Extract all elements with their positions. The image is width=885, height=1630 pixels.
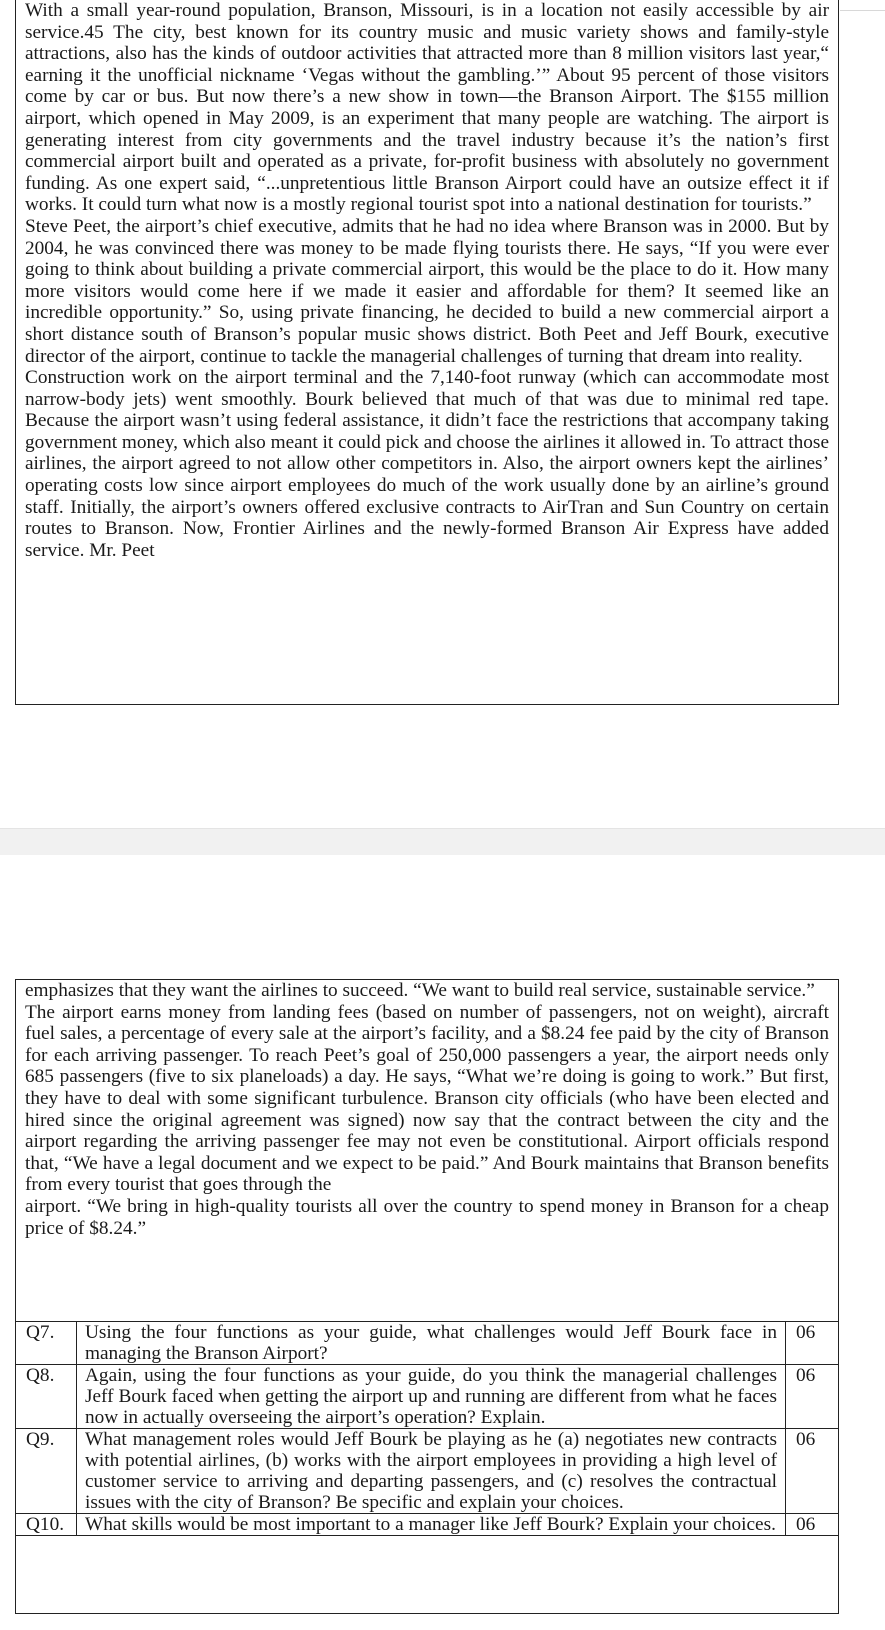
question-text: Using the four functions as your guide, what challenges would Jeff Bourk face in managing the Branson Airport? xyxy=(77,1322,786,1365)
document-page-2 xyxy=(0,855,885,1630)
question-row xyxy=(16,1365,839,1429)
questions-table xyxy=(15,1321,839,1536)
question-text: Again, using the four functions as your guide, do you think the managerial challenges Jeff Bourk faced when getting the airport up and running are different from what he faces now in actually overseeing the airport’s operation? Explain. xyxy=(77,1365,786,1429)
case-study-box-page-1 xyxy=(15,0,839,705)
question-number: Q8. xyxy=(16,1365,77,1429)
case-paragraph: emphasizes that they want the airlines to succeed. “We want to build real service, sustainable service.” xyxy=(25,980,815,1001)
question-text: What management roles would Jeff Bourk be playing as he (a) negotiates new contracts with potential airlines, (b) works with the airport employees in providing a high level of customer service to arriving and departing passengers, and (c) resolves the contractual issues with the city of Branson? Be specific and explain your choices. xyxy=(77,1429,786,1514)
question-text: What skills would be most important to a manager like Jeff Bourk? Explain your choices. xyxy=(77,1514,786,1536)
question-marks: 06 xyxy=(786,1322,839,1365)
question-row xyxy=(16,1322,839,1365)
question-marks: 06 xyxy=(786,1365,839,1429)
case-paragraph: Steve Peet, the airport’s chief executive, admits that he had no idea where Branson was in 2000. But by 2004, he was convinced there was money to be made flying tourists there. He says, “If you were ever going to think about building a private commercial airport, this would be the place to do it. How many more visitors would come here if we made it easier and affordable for them? It seemed like an incredible opportunity.” So, using private financing, he decided to build a new commercial airport a short distance south of Branson’s popular music shows district. Both Peet and Jeff Bourk, executive director of the airport, continue to tackle the managerial challenges of turning that dream into reality. xyxy=(25,215,829,367)
case-paragraph: The airport earns money from landing fees (based on number of passengers, not on weight), aircraft fuel sales, a percentage of every sale at the airport’s facility, and a $8.24 fee paid by the city of Branson for each arriving passenger. To reach Peet’s goal of 250,000 passengers a year, the airport needs only 685 passengers (five to six planeloads) a day. He says, “What we’re doing is going to work.” But first, they have to deal with some significant turbulence. Branson city officials (who have been elected and hired since the original agreement was signed) now say that the contract between the city and the airport regarding the arriving passenger fee may not even be constitutional. Airport officials respond that, “We have a legal document and we expect to be paid.” And Bourk maintains that Branson benefits from every tourist that goes through the xyxy=(25,1001,829,1196)
question-number: Q9. xyxy=(16,1429,77,1514)
question-row xyxy=(16,1429,839,1514)
question-number: Q7. xyxy=(16,1322,77,1365)
case-paragraph: airport. “We bring in high-quality tourists all over the country to spend money in Branson for a cheap price of $8.24.” xyxy=(25,1195,829,1239)
case-study-box-page-2 xyxy=(15,979,839,1614)
page-edge-divider xyxy=(840,10,885,11)
question-row xyxy=(16,1514,839,1536)
page-separator xyxy=(0,828,885,856)
question-number: Q10. xyxy=(16,1514,77,1536)
question-marks: 06 xyxy=(786,1514,839,1536)
case-paragraph: With a small year-round population, Branson, Missouri, is in a location not easily accessible by air service.45 The city, best known for its country music and music variety shows and family-style attractions, also has the kinds of outdoor activities that attracted more than 8 million visitors last year,“ earning it the unofficial nickname ‘Vegas without the gambling.’” About 95 percent of those visitors come by car or bus. But now there’s a new show in town—the Branson Airport. The $155 million airport, which opened in May 2009, is an experiment that many people are watching. The airport is generating interest from city governments and the travel industry because it’s the nation’s first commercial airport built and operated as a private, for-profit business with absolutely no government funding. As one expert said, “...unpretentious little Branson Airport could have an outsize effect it if works. It could turn what now is a mostly regional tourist spot into a national destination for tourists.” xyxy=(25,0,829,216)
case-paragraph: Construction work on the airport terminal and the 7,140-foot runway (which can accommodate most narrow-body jets) went smoothly. Bourk believed that much of that was due to minimal red tape. Because the airport wasn’t using federal assistance, it didn’t face the restrictions that accompany taking government money, which also meant it could pick and choose the airlines it allowed in. To attract those airlines, the airport agreed to not allow other competitors in. Also, the airport owners kept the airlines’ operating costs low since airport employees do much of the work usually done by an airline’s ground staff. Initially, the airport’s owners offered exclusive contracts to AirTran and Sun Country on certain routes to Branson. Now, Frontier Airlines and the newly-formed Branson Air Express have added service. Mr. Peet xyxy=(25,367,829,561)
question-marks: 06 xyxy=(786,1429,839,1514)
